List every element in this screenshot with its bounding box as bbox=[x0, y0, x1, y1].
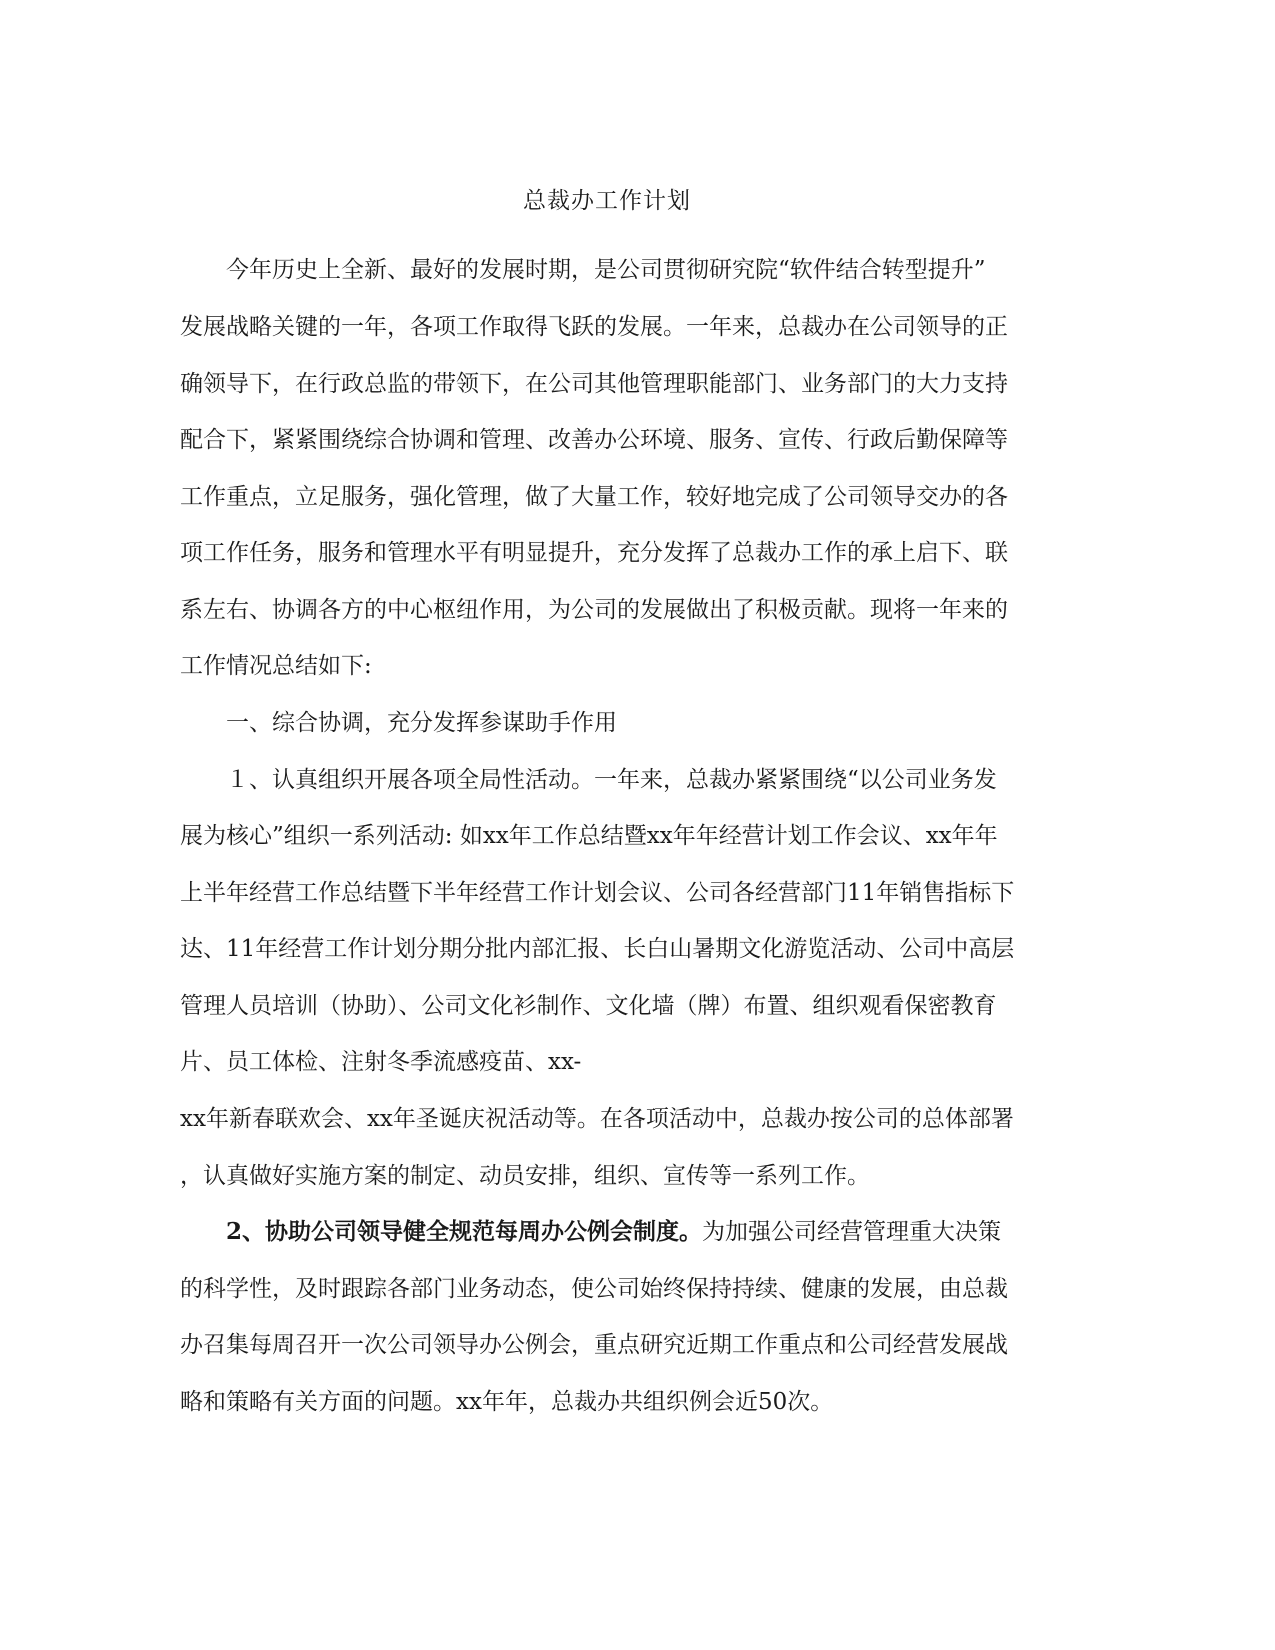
paragraph-line: 的科学性，及时跟踪各部门业务动态，使公司始终保持持续、健康的发展，由总裁 bbox=[180, 1276, 1008, 1302]
paragraph-line: 办召集每周召开一次公司领导办公例会，重点研究近期工作重点和公司经营发展战 bbox=[180, 1332, 1008, 1358]
paragraph-line: 发展战略关键的一年，各项工作取得飞跃的发展。一年来，总裁办在公司领导的正 bbox=[180, 314, 1008, 340]
paragraph-line: 上半年经营工作总结暨下半年经营工作计划会议、公司各经营部门11年销售指标下 bbox=[180, 880, 1015, 906]
paragraph-line bbox=[226, 1217, 1001, 1247]
paragraph-line: 管理人员培训（协助）、公司文化衫制作、文化墙（牌）布置、组织观看保密教育 bbox=[180, 993, 997, 1019]
paragraph-line: 达、11年经营工作计划分期分批内部汇报、长白山暑期文化游览活动、公司中高层 bbox=[180, 936, 1015, 962]
paragraph-line: xx年新春联欢会、xx年圣诞庆祝活动等。在各项活动中，总裁办按公司的总体部署 bbox=[180, 1106, 1014, 1132]
paragraph-line: 工作重点，立足服务，强化管理，做了大量工作，较好地完成了公司领导交办的各 bbox=[180, 484, 1008, 510]
paragraph-text: 为加强公司经营管理重大决策 bbox=[702, 1219, 1002, 1245]
section-heading: 一、综合协调，充分发挥参谋助手作用 bbox=[226, 710, 617, 736]
paragraph-line: 确领导下，在行政总监的带领下，在公司其他管理职能部门、业务部门的大力支持 bbox=[180, 371, 1008, 397]
paragraph-line: 工作情况总结如下: bbox=[180, 653, 372, 679]
paragraph-line: 系左右、协调各方的中心枢纽作用，为公司的发展做出了积极贡献。现将一年来的 bbox=[180, 597, 1008, 623]
paragraph-line: 今年历史上全新、最好的发展时期，是公司贯彻研究院“软件结合转型提升” bbox=[226, 257, 986, 283]
document-title: 总裁办工作计划 bbox=[523, 188, 691, 214]
paragraph-line: １、认真组织开展各项全局性活动。一年来，总裁办紧紧围绕“以公司业务发 bbox=[226, 767, 997, 793]
paragraph-line: 配合下，紧紧围绕综合协调和管理、改善办公环境、服务、宣传、行政后勤保障等 bbox=[180, 427, 1008, 453]
paragraph-line: 展为核心”组织一系列活动: 如xx年工作总结暨xx年年经营计划工作会议、xx年年 bbox=[180, 823, 998, 849]
paragraph-line: 项工作任务，服务和管理水平有明显提升，充分发挥了总裁办工作的承上启下、联 bbox=[180, 540, 1008, 566]
paragraph-line: 片、员工体检、注射冬季流感疫苗、xx- bbox=[180, 1049, 582, 1075]
bold-lead-text: 2、协助公司领导健全规范每周办公例会制度。 bbox=[226, 1218, 703, 1245]
paragraph-line: 略和策略有关方面的问题。xx年年，总裁办共组织例会近50次。 bbox=[180, 1389, 834, 1415]
paragraph-line: ，认真做好实施方案的制定、动员安排，组织、宣传等一系列工作。 bbox=[180, 1163, 870, 1189]
